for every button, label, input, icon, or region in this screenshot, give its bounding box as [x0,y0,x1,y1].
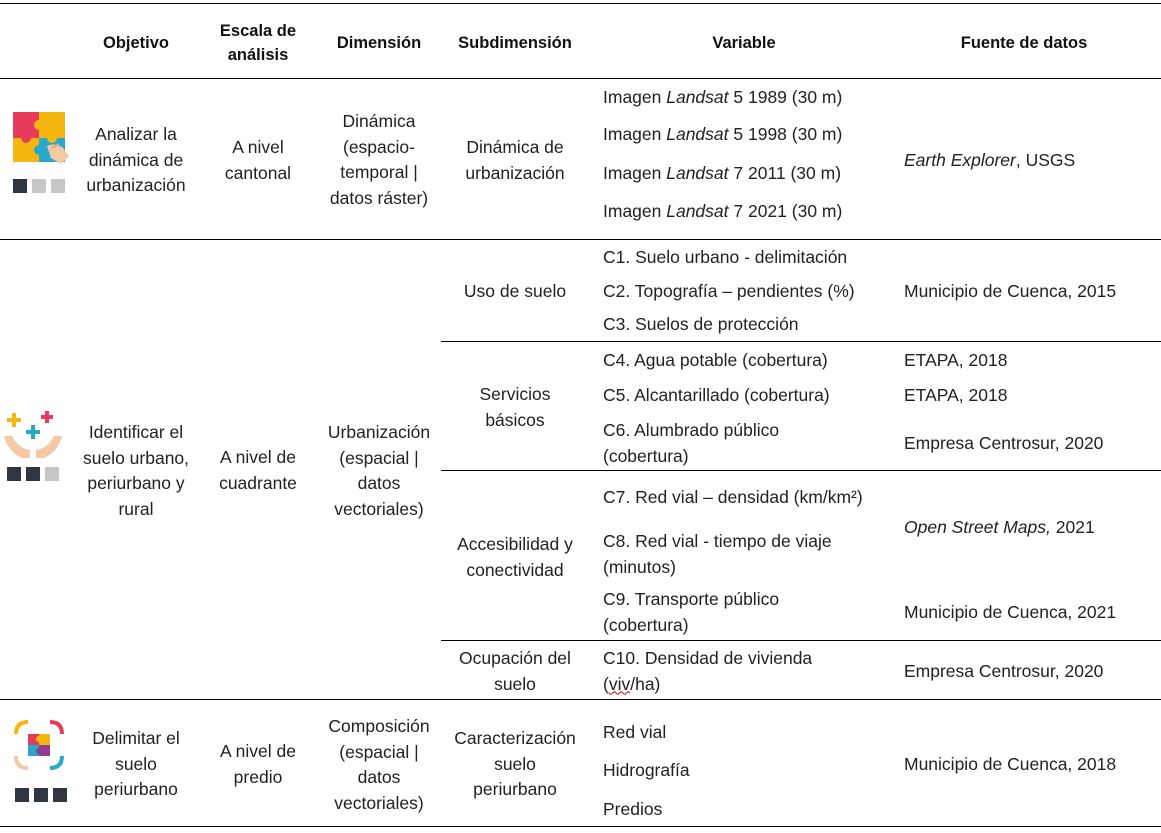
row1-objetivo [78,122,194,199]
c6-variable-line2: (cobertura) [603,445,689,466]
header-variable: Variable [712,34,776,52]
row1-square-grey-2 [51,179,65,193]
row3-variable-2: Hidrografía [603,760,690,780]
row2-objetivo-line4: rural [118,498,154,519]
row3-escala-line2: predio [233,766,283,787]
row3-square-dark-3 [53,788,67,802]
c10-variable-line1: C10. Densidad de vivienda [603,648,813,668]
row1-variable-2-em: Landsat [666,124,729,144]
header-subdimension: Subdimensión [458,34,572,52]
row1-variable-4 [603,199,842,225]
header-escala [200,19,316,67]
row1-variable-4-em: Landsat [666,201,729,221]
header-bottom-rule [0,78,1161,79]
row3-fuente: Municipio de Cuenca, 2018 [904,754,1117,774]
c9-fuente: Municipio de Cuenca, 2021 [904,602,1117,622]
row1-subdimension-line1: Dinámica de [466,137,564,157]
row2-objetivo-line3: periurbano y [87,473,185,493]
servicios-subdimension-line2: básicos [485,409,545,430]
servicios-subdimension-line1: Servicios [479,384,551,404]
row3-dimension-line1: Composición [328,716,430,736]
uso-subdimension: Uso de suelo [463,281,567,301]
servicios-bottom-rule [441,470,1161,471]
row3-objetivo-line3: periurbano [94,779,178,799]
ocupacion-subdimension-line2: suelo [494,673,536,694]
header-dimension: Dimensión [336,34,422,52]
row1-objetivo-line3: urbanización [86,175,186,195]
c10-unit-spellcheck: viv [608,673,631,694]
c4-variable: C4. Agua potable (cobertura) [603,350,828,370]
c9-variable-line2: (cobertura) [603,614,689,635]
c9-variable [603,587,779,638]
row1-objetivo-line1: Analizar la [95,124,177,144]
row1-bottom-rule [0,239,1161,240]
table-bottom-rule [0,826,1161,827]
arrows-puzzle-icon [8,714,70,776]
row3-objetivo-line2: suelo [115,753,157,774]
c1-variable: C1. Suelo urbano - delimitación [603,247,848,267]
row3-variable-1: Red vial [603,722,667,742]
row1-variable-2-post: 5 1998 (30 m) [728,124,843,144]
row2-bottom-rule [0,699,1161,700]
row3-objetivo [80,726,192,803]
row3-escala [200,739,316,790]
row1-subdimension [444,135,586,186]
row2-square-dark-1 [7,467,21,481]
row1-escala [200,135,316,186]
row1-variable-4-post: 7 2021 (30 m) [728,201,843,221]
row3-subdimension [444,726,586,803]
row3-subdimension-line1: Caracterización [454,728,576,748]
row1-objetivo-line2: dinámica de [88,149,184,170]
row3-dimension-line3: datos [357,767,401,787]
row1-escala-line1: A nivel [232,137,284,157]
row1-subdimension-line2: urbanización [465,162,565,183]
row1-variable-1-em: Landsat [666,87,729,107]
ocupacion-subdimension-line1: Ocupación del [459,648,571,668]
c7-c8-fuente [904,515,1095,541]
c8-variable-line1: C8. Red vial - tiempo de viaje [603,531,832,551]
row2-objetivo-line1: Identificar el [88,422,184,442]
row2-dimension-line2: (espacial | [339,447,419,468]
header-escala-line1: Escala de [219,22,297,40]
c10-unit-rest: /ha) [630,673,661,694]
row1-variable-1 [603,85,842,111]
row2-square-dark-2 [26,467,40,481]
row1-variable-1-post: 5 1989 (30 m) [728,87,843,107]
ocupacion-fuente: Empresa Centrosur, 2020 [904,661,1104,681]
row3-subdimension-line3: periurbano [473,779,557,799]
row2-dimension [318,420,440,522]
row1-variable-3 [603,161,841,187]
c5-variable: C5. Alcantarillado (cobertura) [603,385,830,405]
row2-dimension-line3: datos [357,473,401,493]
c7-c8-fuente-post: 2021 [1050,517,1095,537]
row1-dimension [318,109,440,211]
c10-open-paren: ( [603,673,609,694]
accesibilidad-subdimension-line1: Accesibilidad y [457,534,573,554]
row1-fuente [904,148,1075,174]
row3-dimension-line4: vectoriales) [334,792,424,813]
c6-fuente: Empresa Centrosur, 2020 [904,433,1104,453]
row1-fuente-post: , USGS [1015,150,1076,170]
row3-square-dark-1 [15,788,29,802]
table-top-rule [0,3,1161,4]
row1-variable-2-pre: Imagen [603,124,667,144]
row3-escala-line1: A nivel de [220,741,296,761]
c3-variable: C3. Suelos de protección [603,314,799,334]
row3-variable-3: Predios [603,799,663,819]
c8-variable-line2: (minutos) [603,556,676,577]
c10-variable [603,646,812,697]
c9-variable-line1: C9. Transporte público [603,589,780,609]
row2-objetivo [74,420,198,522]
row2-escala-line1: A nivel de [220,447,296,467]
row1-escala-line2: cantonal [224,162,292,183]
accesibilidad-subdimension [444,532,586,583]
c6-variable [603,418,779,469]
accesibilidad-subdimension-line2: conectividad [466,559,564,580]
header-objetivo: Objetivo [102,34,169,52]
hands-plus-icon [2,408,64,462]
row3-dimension-line2: (espacial | [339,741,419,762]
header-fuente: Fuente de datos [960,34,1088,52]
c6-variable-line1: C6. Alumbrado público [603,420,780,440]
row1-dimension-line3: temporal | [340,162,418,182]
row1-variable-1-pre: Imagen [603,87,667,107]
c7-c8-fuente-em: Open Street Maps, [904,517,1051,537]
row1-variable-2 [603,122,842,148]
row1-dimension-line1: Dinámica [342,111,416,131]
row2-escala-line2: cuadrante [219,472,297,493]
c8-variable [603,529,832,580]
row1-dimension-line2: (espacio- [343,136,415,157]
row1-variable-4-pre: Imagen [603,201,667,221]
row1-square-grey-1 [32,179,46,193]
row1-dimension-line4: datos ráster) [329,187,429,208]
row2-dimension-line4: vectoriales) [334,498,424,519]
servicios-subdimension [444,382,586,433]
row1-fuente-em: Earth Explorer [904,150,1016,170]
c5-fuente: ETAPA, 2018 [904,385,1008,405]
row1-variable-3-post: 7 2011 (30 m) [728,163,842,183]
uso-fuente: Municipio de Cuenca, 2015 [904,281,1117,301]
row1-variable-3-pre: Imagen [603,163,667,183]
accesibilidad-bottom-rule [441,640,1161,641]
row3-dimension [318,714,440,816]
ocupacion-subdimension [444,646,586,697]
row2-objetivo-line2: suelo urbano, [82,447,190,468]
c7-variable: C7. Red vial – densidad (km/km²) [603,487,863,507]
row3-objetivo-line1: Delimitar el [92,728,180,748]
row3-square-dark-2 [34,788,48,802]
row2-escala [200,445,316,496]
row2-dimension-line1: Urbanización [327,422,431,442]
c4-fuente: ETAPA, 2018 [904,350,1008,370]
row2-square-grey [45,467,59,481]
row1-square-dark [13,179,27,193]
uso-bottom-rule [441,341,1161,342]
row3-subdimension-line2: suelo [494,753,536,774]
row1-variable-3-em: Landsat [666,163,729,183]
c2-variable: C2. Topografía – pendientes (%) [603,281,855,301]
header-escala-line2: análisis [227,46,289,64]
puzzle-hand-icon [11,110,71,166]
